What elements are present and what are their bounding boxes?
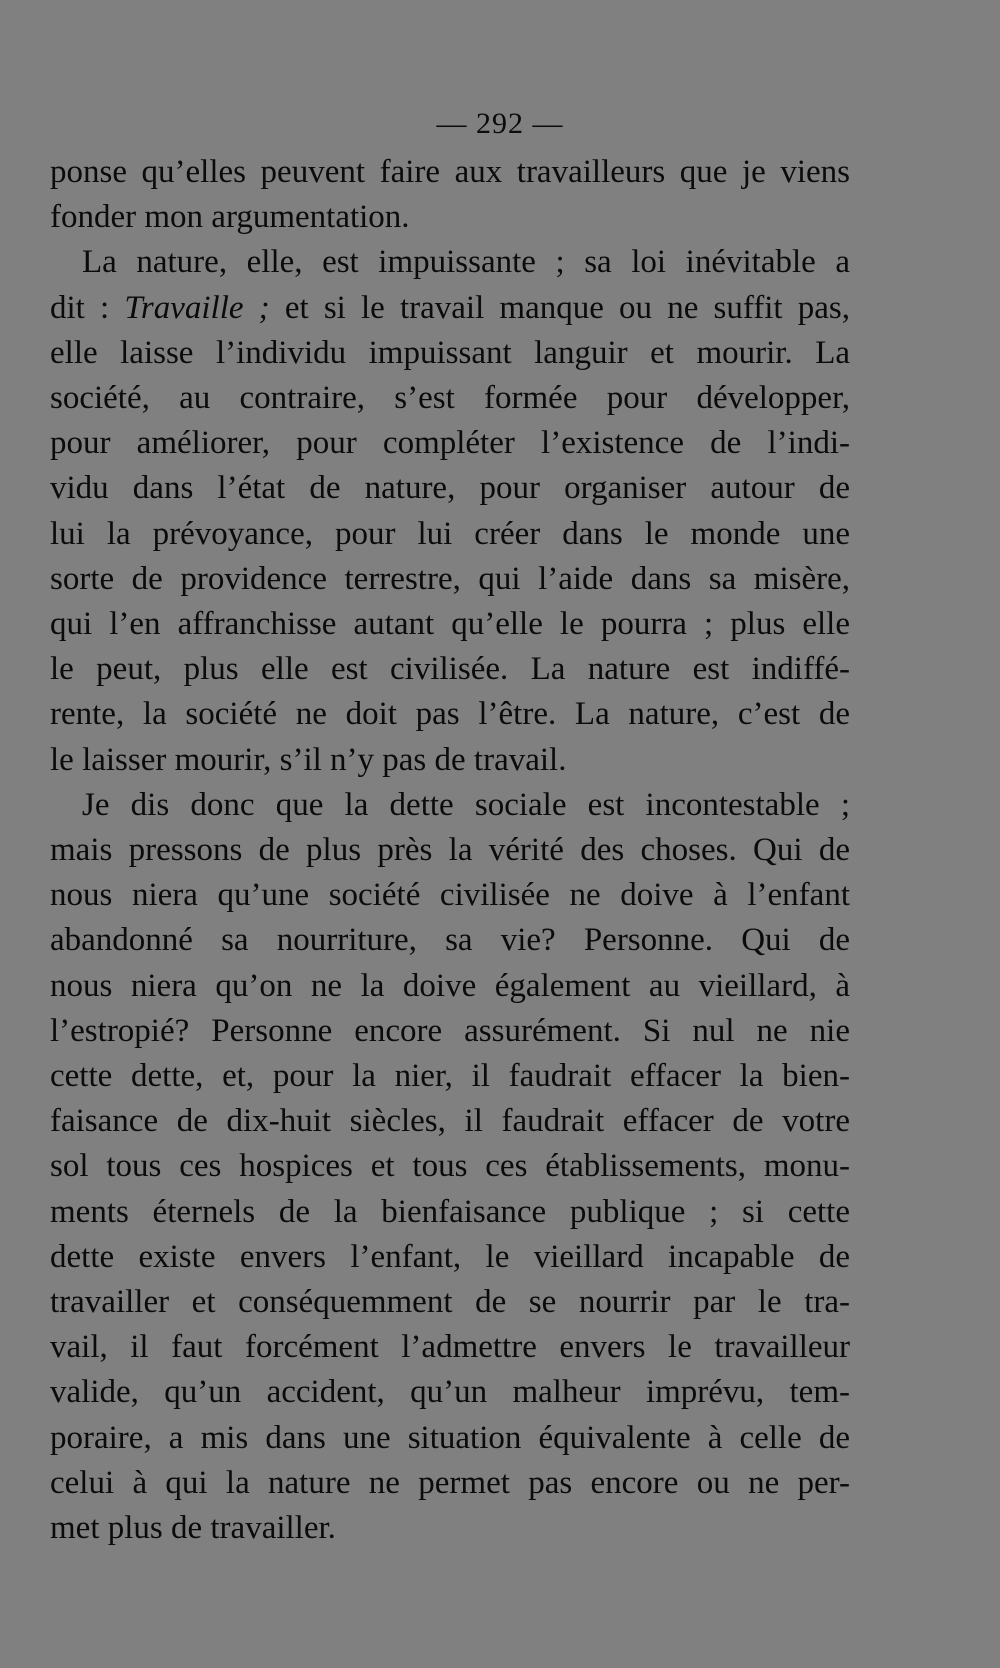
text-segment: société, au contraire, s’est formée pour développer,: [50, 380, 850, 416]
text-segment: abandonné sa nourriture, sa vie? Personne. Qui de: [50, 922, 850, 959]
text-line: [50, 646, 850, 692]
text-line: [50, 511, 850, 557]
text-line: [50, 149, 850, 195]
text-line: [50, 691, 850, 737]
text-line: [50, 1324, 850, 1370]
text-segment: mais pressons de plus près la vérité des choses. Qui de: [50, 832, 850, 868]
text-segment: poraire, a mis dans une situation équivalente à celle de: [50, 1419, 850, 1456]
text-segment: cette dette, et, pour la nier, il faudrait effacer la bien-: [50, 1058, 850, 1094]
text-segment: La nature, elle, est impuissante ; sa loi inévitable a: [82, 244, 850, 281]
text-segment: et si le travail manque ou ne suffit pas,: [269, 289, 850, 326]
text-line: [50, 1234, 850, 1280]
text-line: [50, 1369, 850, 1415]
text-line: [50, 330, 850, 376]
text-line: [50, 1143, 850, 1189]
text-line: [50, 420, 850, 466]
text-segment: ments éternels de la bienfaisance publique ; si cette: [50, 1193, 850, 1230]
text-line: [50, 1189, 850, 1235]
text-line: [50, 1053, 850, 1099]
text-line: [50, 1415, 850, 1461]
text-segment: dit :: [50, 289, 125, 326]
text-line: [50, 465, 850, 511]
text-line: [50, 285, 850, 331]
text-segment: met plus de travailler.: [50, 1510, 336, 1546]
text-segment: rente, la société ne doit pas l’être. La nature, c’est de: [50, 696, 850, 733]
text-segment: le peut, plus elle est civilisée. La nature est indiffé-: [50, 651, 850, 688]
text-segment: l’estropié? Personne encore assurément. Si nul ne nie: [50, 1012, 850, 1049]
text-line: [50, 1505, 850, 1551]
text-segment: lui la prévoyance, pour lui créer dans le monde une: [50, 515, 850, 552]
text-line: [82, 239, 850, 285]
text-line: [50, 872, 850, 918]
text-segment: elle laisse l’individu impuissant languir et mourir. La: [50, 334, 850, 371]
text-segment: sol tous ces hospices et tous ces établissements, monu-: [50, 1148, 850, 1185]
text-line: [50, 1460, 850, 1506]
text-segment: nous niera qu’on ne la doive également au vieillard, à: [50, 967, 850, 1004]
text-segment: pour améliorer, pour compléter l’existence de l’indi-: [50, 425, 850, 462]
text-segment: ponse qu’elles peuvent faire aux travailleurs que je viens: [50, 154, 850, 190]
text-line: [50, 1279, 850, 1325]
text-segment: fonder mon argumentation.: [50, 199, 410, 236]
text-segment: sorte de providence terrestre, qui l’aide dans sa misère,: [50, 560, 850, 597]
page-number: — 292 —: [436, 107, 564, 140]
text-line: [50, 194, 850, 240]
text-line: [50, 1098, 850, 1144]
text-line: [50, 963, 850, 1009]
text-segment: nous niera qu’une société civilisée ne doive à l’enfant: [50, 877, 850, 914]
text-line: [50, 1008, 850, 1054]
text-line: [50, 601, 850, 647]
text-segment: valide, qu’un accident, qu’un malheur imprévu, tem-: [50, 1374, 850, 1411]
text-line: [50, 917, 850, 963]
text-segment: travailler et conséquemment de se nourrir par le tra-: [50, 1284, 850, 1320]
text-line: [82, 782, 850, 828]
text-line: [50, 375, 850, 421]
text-segment: Je dis donc que la dette sociale est incontestable ;: [82, 786, 850, 823]
text-segment: vidu dans l’état de nature, pour organiser autour de: [50, 470, 850, 507]
text-segment: vail, il faut forcément l’admettre envers le travailleur: [50, 1329, 850, 1366]
italic-text: Travaille ;: [124, 289, 270, 326]
text-segment: le laisser mourir, s’il n’y pas de travail.: [50, 741, 567, 778]
text-segment: faisance de dix-huit siècles, il faudrait effacer de votre: [50, 1103, 850, 1140]
text-line: [50, 827, 850, 873]
text-segment: dette existe envers l’enfant, le vieillard incapable de: [50, 1238, 850, 1275]
text-segment: celui à qui la nature ne permet pas encore ou ne per-: [50, 1464, 850, 1501]
text-segment: qui l’en affranchisse autant qu’elle le pourra ; plus elle: [50, 606, 850, 642]
text-line: [50, 737, 850, 783]
text-line: [50, 556, 850, 602]
